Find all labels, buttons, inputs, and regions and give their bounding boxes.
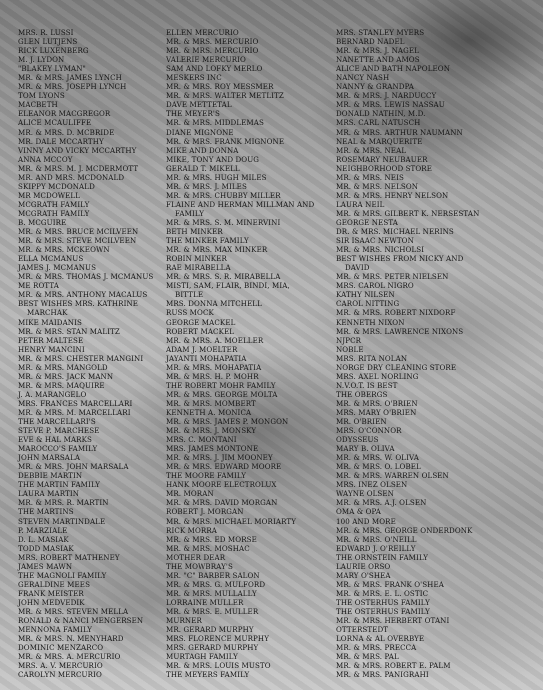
name-entry: MR. & MRS. NEIS: [336, 172, 404, 182]
name-entry: MR. & MRS. O'BRIEN: [336, 398, 418, 408]
name-entry: MR. & MRS. NICHOLSI: [336, 245, 425, 255]
name-entry: ALICE MCAULIFFE: [18, 118, 92, 128]
name-entry: MR. & MRS. H. P. MOHR: [166, 371, 259, 381]
name-entry: MR. & MRS. N. MENYHARD: [18, 634, 124, 644]
name-entry: MCGRATH FAMILY: [18, 208, 90, 218]
name-entry: LAURA NEIL: [336, 199, 385, 209]
name-entry: MESKERS INC: [166, 73, 222, 83]
name-entry: MR. & MRS. A. MERCURIO: [18, 652, 121, 662]
name-entry: MRS. FLORENCE MURPHY: [166, 634, 269, 644]
name-entry: MR. GERARD MURPHY: [166, 625, 254, 635]
name-entry: ELLA MCMANUS: [18, 254, 84, 264]
name-entry: OMA & OPA: [336, 507, 381, 517]
name-column-3: [336, 28, 532, 679]
name-entry: MR. & MRS. ED MORSE: [166, 534, 257, 544]
name-entry: MURNER: [166, 616, 202, 626]
name-entry: MIKE, TONY AND DOUG: [166, 154, 260, 164]
name-entry: FRANK MEISTER: [18, 588, 84, 598]
name-entry: FAMILY: [175, 208, 205, 218]
name-entry: MR. & MRS. O'NEILL: [336, 534, 417, 544]
name-entry: MR. & MRS. DAVID MORGAN: [166, 498, 278, 508]
name-entry: MRS. CARL NATUSCH: [336, 118, 421, 128]
name-entry: VINNY AND VICKY MCCARTHY: [18, 145, 137, 155]
name-entry: MR. & MRS. M. J. MCDERMOTT: [18, 163, 139, 173]
name-entry: MR. & MRS. PANIGRAHI: [336, 670, 429, 680]
name-entry: THE MOORE FAMILY: [166, 471, 247, 481]
name-entry: THE MEYER'S: [166, 109, 220, 119]
name-entry: BITTLE: [175, 290, 204, 300]
name-entry: MR. & MRS. STAN MALITZ: [18, 326, 120, 336]
name-entry: MR. & MRS. ROBERT NIXDORF: [336, 308, 456, 318]
name-entry: ADAM J. MOELTER: [166, 344, 238, 354]
name-entry: DAVE METTETAL: [166, 100, 232, 110]
name-entry: KENNETH A. MONICA: [166, 407, 252, 417]
name-entry: DEBBIE MARTIN: [18, 471, 83, 481]
name-entry: MRS. C. MONTANI: [166, 435, 237, 445]
name-entry: THE MARTIN FAMILY: [18, 480, 101, 490]
name-entry: CAROL NITTING: [336, 299, 400, 309]
name-entry: MR. & MRS. MANGOLD: [18, 362, 108, 372]
name-entry: N.V.O.T. IS BEST: [336, 380, 398, 390]
name-entry: MR. & MRS. JACK MANN: [18, 371, 114, 381]
name-entry: B. MCGUIRE: [18, 217, 67, 227]
name-entry: SAM AND LOFKY MERLO: [166, 64, 263, 74]
name-entry: MR. & MRS. HUGH MILES: [166, 172, 267, 182]
name-entry: MRS. O'CONNOR: [336, 426, 402, 436]
name-entry: MR. & MRS. LOUIS MUSTO: [166, 661, 271, 671]
name-column-2: [166, 28, 334, 679]
name-entry: MR. & MRS. J. NAGEL: [336, 46, 419, 56]
name-entry: MR. MORAN: [166, 489, 214, 499]
name-entry: MR. & MRS. MOHAPATIA: [166, 362, 262, 372]
name-entry: MR. & MRS. CHESTER MANGINI: [18, 353, 144, 363]
name-entry: MOTHER DEAR: [166, 552, 226, 562]
name-entry: MR. & MRS. ROY MESSMER: [166, 82, 274, 92]
name-entry: RAE MIRABELLA: [166, 263, 231, 273]
name-entry: NJPCR: [336, 335, 362, 345]
name-entry: DIANE MIGNONE: [166, 127, 234, 137]
name-entry: DONALD NATHIN, M.D.: [336, 109, 426, 119]
name-entry: "BLAKEY LYMAN": [18, 64, 86, 74]
name-entry: MR. & MRS. HENRY NELSON: [336, 190, 449, 200]
name-entry: GEORGE MACKEL: [166, 317, 236, 327]
name-entry: ME ROTTA: [18, 281, 59, 291]
name-entry: RICK LUXENBERG: [18, 46, 89, 56]
name-entry: MR. & MRS. PETER NIELSEN: [336, 272, 449, 282]
name-entry: M. J. LYDON: [18, 55, 65, 65]
name-entry: MR. & MRS. JAMES LYNCH: [18, 73, 122, 83]
name-entry: THE OBERGS: [336, 389, 388, 399]
name-entry: NOBLE: [336, 344, 364, 354]
name-entry: NANNY & GRANDPA: [336, 82, 415, 92]
name-entry: MR. & MRS. STEVEN MELLA: [18, 607, 129, 616]
name-entry: MIKE MAIDANIS: [18, 317, 82, 327]
name-entry: STEVE P. MARCHESE: [18, 426, 100, 436]
name-entry: MR. & MRS. MCKEOWN: [18, 245, 110, 255]
name-entry: GERALD T. MIKELL: [166, 163, 240, 173]
name-entry: LORNA & AL OVERBYE: [336, 634, 425, 644]
name-entry: MR. & MRS. JAMES P. MONGON: [166, 417, 289, 427]
name-entry: NEIGHBORHOOD STORE: [336, 163, 433, 173]
name-entry: MRS. INEZ OLSEN: [336, 480, 408, 490]
name-entry: THE MOWBRAY'S: [166, 561, 233, 571]
name-entry: MR. & MRS. PRECCA: [336, 643, 417, 653]
name-entry: EDWARD J. O'REILLY: [336, 543, 416, 553]
name-entry: MR. & MRS. D. MCBRIDE: [18, 127, 115, 137]
name-entry: MR. & MRS. WALTER METLITZ: [166, 91, 284, 101]
name-entry: JOHN MARSALA: [18, 453, 81, 463]
name-entry: MARCHAK: [27, 308, 68, 318]
name-entry: KENNETH NIXON: [336, 317, 405, 327]
name-entry: 100 AND MORE: [336, 516, 396, 526]
name-entry: ODYSSEUS: [336, 435, 379, 445]
name-entry: J. A. MARANGELO: [18, 389, 87, 399]
name-entry: MR. & MRS. EDWARD MOORE: [166, 462, 282, 472]
name-entry: JAYANTI MOHAPATIA: [166, 353, 247, 363]
name-entry: MR. & MRS. G. MULFORD: [166, 579, 266, 589]
name-entry: MR. & MRS. MOSHAC: [166, 543, 250, 553]
name-entry: MR. "C" BARBER SALON: [166, 570, 260, 580]
name-entry: CAROLYN MERCURIO: [18, 670, 102, 680]
name-entry: NANETTE AND AMOS: [336, 55, 420, 65]
name-entry: BEST WISHES FROM NICKY AND: [336, 254, 464, 264]
name-entry: MARY O'SHEA: [336, 570, 391, 580]
name-entry: P. MARZIALE: [18, 525, 68, 535]
name-entry: MR. & MRS. MERCURIO: [166, 46, 259, 56]
name-entry: MR. & MRS. J. JIM MOONEY: [166, 453, 273, 463]
name-entry: MR. & MRS. MERCURIO: [166, 37, 259, 47]
name-entry: MCGRATH FAMILY: [18, 199, 90, 209]
name-entry: MR. & MRS. MICHAEL MORIARTY: [166, 516, 297, 526]
name-entry: ALICE AND BATH NAPOLEON: [336, 64, 451, 74]
name-entry: MR. & MRS. ARTHUR NAUMANN: [336, 127, 463, 137]
name-entry: DOMINIC MENZARCO: [18, 643, 104, 653]
name-entry: MIKE AND DONNA: [166, 145, 239, 155]
name-entry: HANK MOORE ELECTROLUX: [166, 480, 277, 490]
name-entry: MR. & MRS. LEWIS NASSAU: [336, 100, 445, 110]
name-entry: MRS. A. V. MERCURIO: [18, 661, 103, 671]
name-column-1: [18, 28, 166, 679]
name-entry: MRS. DONNA MITCHELL: [166, 299, 262, 309]
name-entry: MR. & MRS. E. MULLER: [166, 607, 259, 616]
name-entry: MRS. GERARD MURPHY: [166, 643, 259, 653]
name-entry: MRS. ROBERT MATHENEY: [18, 552, 120, 562]
name-entry: MENNONA FAMILY: [18, 625, 93, 635]
name-entry: MR. & MRS. MAX MINKER: [166, 245, 268, 255]
name-entry: MR. AND MRS. MCDONALD: [18, 172, 125, 182]
name-entry: MR. & MRS. GEORGE ONDERDONK: [336, 525, 473, 535]
name-entry: ROBERT J. MORGAN: [166, 507, 244, 517]
name-entry: THE OSTERHUS FAMILY: [336, 607, 430, 616]
name-entry: MR. & MRS. R. MARTIN: [18, 498, 109, 508]
name-entry: MRS. JAMES MONTONE: [166, 444, 259, 454]
name-entry: RUSS MOCK: [166, 308, 214, 318]
name-entry: LAURIE ORSO: [336, 561, 391, 571]
name-entry: ROSEMARY NEUBAUER: [336, 154, 428, 164]
name-entry: EVE & HAL MARKS: [18, 435, 92, 445]
name-entry: MARY B. OLIVA: [336, 444, 395, 454]
name-entry: MR. & MRS. O. LOBEL: [336, 462, 421, 472]
name-entry: ELLEN MERCURIO: [166, 28, 239, 37]
name-entry: MURTAGH FAMILY: [166, 652, 238, 662]
name-entry: MR. & MRS. A.J. OLSEN: [336, 498, 427, 508]
name-entry: MR. & MRS. WARREN OLSEN: [336, 471, 449, 481]
name-entry: DR. & MRS. MICHAEL NERINS: [336, 227, 454, 237]
name-entry: TOM LYONS: [18, 91, 65, 101]
name-entry: NORGE DRY CLEANING STORE: [336, 362, 457, 372]
name-entry: MR MCDOWELL: [18, 190, 81, 200]
name-entry: MRS. FRANCES MARCELLARI: [18, 398, 133, 408]
name-entry: GEORGE NESTA: [336, 217, 399, 227]
name-entry: VALERIE MERCURIO: [166, 55, 246, 65]
name-entry: MACBETH: [18, 100, 58, 110]
name-entry: GERALDINE MEES: [18, 579, 91, 589]
name-entry: MR. & MRS. S. R. MIRABELLA: [166, 272, 281, 282]
name-entry: TODD MASIAK: [18, 543, 74, 553]
name-entry: WAYNE OLSEN: [336, 489, 394, 499]
name-entry: BERNARD NADEL: [336, 37, 405, 47]
name-entry: MR. & MRS. J. NARDUCCY: [336, 91, 437, 101]
name-entry: MRS. AXEL NORLING: [336, 371, 419, 381]
name-entry: MR. & MRS. MAQUIRE: [18, 380, 105, 390]
name-entry: THE MARCELLARI'S: [18, 417, 96, 427]
name-entry: MR. & MRS. NEAL: [336, 145, 407, 155]
name-entry: DAVID: [345, 263, 370, 273]
name-entry: MR. & MRS. ANTHONY MACALUS: [18, 290, 148, 300]
name-entry: PETER MALTESE: [18, 335, 84, 345]
name-entry: MR. & MRS. E. L. OSTIC: [336, 588, 429, 598]
name-entry: MR. & MRS. MIDDLEMAS: [166, 118, 264, 128]
name-entry: MR. & MRS. CHUBBY MILLER: [166, 190, 281, 200]
name-entry: MAROCCO'S FAMILY: [18, 444, 98, 454]
name-entry: THE ORNSTEIN FAMILY: [336, 552, 429, 562]
name-entry: THE ROBERT MOHR FAMILY: [166, 380, 276, 390]
name-entry: THE OSTERHUS FAMILY: [336, 597, 430, 607]
name-entry: MR. & MRS. ROBERT E. PALM: [336, 661, 451, 671]
name-entry: MR. & MRS. FRANK O'SHEA: [336, 579, 444, 589]
name-entry: MRS. CAROL NIGRO: [336, 281, 414, 291]
name-entry: NANCY NASH: [336, 73, 390, 83]
name-entry: MR. & MRS. PAL: [336, 652, 399, 662]
name-entry: D. L. MASIAK: [18, 534, 69, 544]
name-entry: MR. & MRS. GILBERT K. NERSESTAN: [336, 208, 480, 218]
name-entry: KATHY NILSEN: [336, 290, 395, 300]
name-entry: SIR ISAAC NEWTON: [336, 236, 414, 246]
name-entry: MR. & MRS. BRUCE MCILVEEN: [18, 227, 139, 237]
name-entry: MR. & MRS. GEORGE MOLTA: [166, 389, 278, 399]
name-entry: FLAINE AND HERMAN MILLMAN AND: [166, 199, 315, 209]
name-entry: MR. & MRS. THOMAS J. MCMANUS: [18, 272, 154, 282]
name-entry: MR. & MRS. JOHN MARSALA: [18, 462, 129, 472]
name-entry: JOHN MEDVEDIK: [18, 597, 85, 607]
name-entry: MISTI, SAM, FLAIR, BINDI, MIA,: [166, 281, 290, 291]
name-entry: ELEANOR MACGREGOR: [18, 109, 111, 119]
name-entry: MR. & MRS. MULLALLY: [166, 588, 257, 598]
name-entry: MRS. RITA NOLAN: [336, 353, 408, 363]
name-entry: LORRAINE MULLER: [166, 597, 244, 607]
name-entry: JAMES MAWN: [18, 561, 73, 571]
name-entry: BETH MINKER: [166, 227, 223, 237]
name-entry: NEAL & MARQUERITE: [336, 136, 423, 146]
name-entry: MR. O'BRIEN: [336, 417, 387, 427]
name-entry: MR. & MRS. W. OLIVA: [336, 453, 419, 463]
name-entry: MRS. MARY O'BRIEN: [336, 407, 417, 417]
name-entry: MR. & MRS. LAWRENCE NIXONS: [336, 326, 464, 336]
name-entry: MR. DALE MCCARTHY: [18, 136, 104, 146]
name-entry: ANNA MCCOY: [18, 154, 73, 164]
name-entry: MR. & MRS. J. MILES: [166, 181, 247, 191]
name-entry: RONALD & NANCI MENGERSEN: [18, 616, 144, 626]
name-entry: MR. & MRS. S. M. MINERVINI: [166, 217, 281, 227]
name-entry: THE MAGNOLI FAMILY: [18, 570, 107, 580]
name-entry: MRS. R. LUSSI: [18, 28, 74, 37]
name-entry: MR. & MRS. NELSON: [336, 181, 419, 191]
name-entry: MR. & MRS. A. MOELLER: [166, 335, 264, 345]
name-entry: MR. & MRS. M. MARCELLARI: [18, 407, 131, 417]
name-entry: THE MINKER FAMILY: [166, 236, 249, 246]
name-entry: HENRY MANCINI: [18, 344, 85, 354]
name-entry: RICK MORRA: [166, 525, 218, 535]
name-entry: OTTERSTEDT: [336, 625, 389, 635]
name-entry: LAURA MARTIN: [18, 489, 80, 499]
name-entry: MR. & MRS. MOMBERT: [166, 398, 256, 408]
name-entry: ROBIN MINKER: [166, 254, 227, 264]
name-entry: ROBERT MACKEL: [166, 326, 235, 336]
name-entry: SKIPPY MCDONALD: [18, 181, 95, 191]
name-entry: THE MEYERS FAMILY: [166, 670, 250, 680]
name-entry: GLEN LUTJENS: [18, 37, 78, 47]
name-entry: MR. & MRS. JOSEPH LYNCH: [18, 82, 127, 92]
name-entry: MRS. STANLEY MYERS: [336, 28, 425, 37]
name-entry: JAMES J. MCMANUS: [18, 263, 97, 273]
name-entry: BEST WISHES MRS. KATHRINE: [18, 299, 139, 309]
name-entry: STEVEN MARTINDALE: [18, 516, 106, 526]
name-entry: MR. & MRS. STEVE MCILVEEN: [18, 236, 137, 246]
name-entry: MR. & MRS. FRANK MIGNONE: [166, 136, 285, 146]
name-entry: THE MARTINS: [18, 507, 74, 517]
name-entry: MR. & MRS. J. MONSKY: [166, 426, 257, 436]
name-entry: MR. & MRS. HERBERT OTANI: [336, 616, 450, 626]
